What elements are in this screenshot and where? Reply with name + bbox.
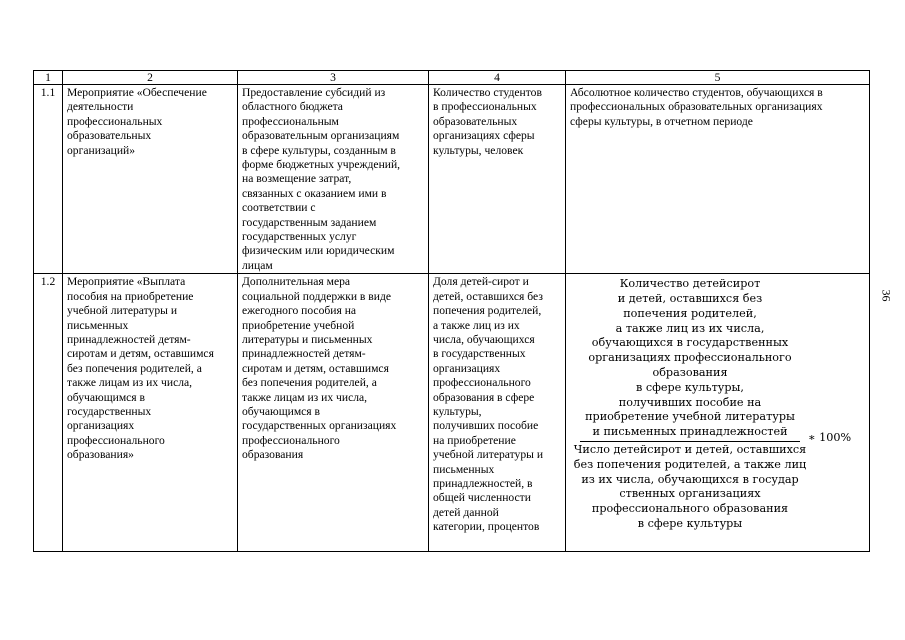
text-line: категории, процентов [433,520,540,534]
percentage-formula [570,275,865,551]
text-line: профессионального [67,433,165,447]
text-line: на возмещение затрат, [242,172,352,186]
text-line: деятельности [67,100,134,114]
text-line: общей численности [433,491,531,505]
text-line: на приобретение [433,433,516,447]
text-line: и письменных принадлежностей [592,425,788,439]
text-line: детей данной [433,505,499,519]
header-cell-4: 4 [429,71,566,85]
text-line: а также лиц из их [433,318,520,332]
text-line: литературы и письменных [242,332,373,346]
text-line: Количество студентов [433,86,542,99]
text-line: образования в сфере [433,390,535,404]
text-line: организациях [433,361,501,375]
text-line: организациях [67,419,135,433]
text-line: Предоставление субсидий из [242,86,386,99]
header-row [34,71,870,85]
calculation-cell [566,274,870,552]
text-line: также лицам из их числа, [242,390,368,404]
text-line: учебной литературы и [67,304,178,318]
text-line: профессиональным [242,114,339,128]
header-cell-3: 3 [238,71,429,85]
text-line: сиротам и детям, оставшимся [242,361,389,375]
text-line: государственных организациях [242,419,397,433]
text-line: областного бюджета [242,100,343,114]
text-line: культуры, человек [433,143,524,157]
description-cell [238,274,429,552]
row-number: 1.2 [34,274,63,552]
text-line: физическим или юридическим [242,244,395,258]
text-line: образования [242,448,304,462]
text-line: получивших пособие [433,419,539,433]
text-line: принадлежностей детям- [67,332,191,346]
indicator-cell [429,85,566,274]
text-line: в сфере культуры, созданным в [242,143,396,157]
text-line: ежегодного пособия на [242,304,357,318]
text-line: Абсолютное количество студентов, обучающихся в [570,86,823,99]
text-line: из их числа, обучающихся в государ [581,472,799,486]
formula-numerator [570,277,810,440]
text-line: Мероприятие «Обеспечение [67,86,207,99]
page-number: 36 [879,289,894,302]
table-row [34,85,870,274]
header-cell-5: 5 [566,71,870,85]
text-line: связанных с оказанием ими в [242,186,387,200]
text-line: детей, оставшихся без [433,289,543,303]
table-row [34,274,870,552]
text-line: сферы культуры, в отчетном периоде [570,114,753,128]
text-line: лицам [242,258,273,272]
text-line: принадлежностей детям- [242,347,366,361]
fraction [570,277,810,532]
activity-cell [63,85,238,274]
text-line: государственных услуг [242,230,357,244]
text-line: Мероприятие «Выплата [67,275,186,289]
text-line: и детей, оставшихся без [617,292,763,306]
text-line: профессионального образования [591,502,789,516]
text-line: профессионального [433,376,531,390]
text-line: ственных организациях [619,487,761,501]
calculation-cell [566,85,870,274]
text-line: в сфере культуры, [635,380,744,394]
text-line: образовательным организациям [242,129,400,143]
text-line: сиротам и детям, оставшимся [67,347,214,361]
text-line: попечения родителей, [433,304,542,318]
text-line: Количество детейсирот [619,277,761,291]
text-line: учебной литературы и [433,448,544,462]
text-line: социальной поддержки в виде [242,289,392,303]
text-line: числа, обучающихся [433,332,535,346]
text-line: профессиональных [67,114,163,128]
text-line: образовательных [67,129,152,143]
text-line: Дополнительная мера [242,275,351,289]
program-indicators-table [33,70,870,552]
row-number: 1.1 [34,85,63,274]
formula-denominator [570,443,810,532]
description-cell [238,85,429,274]
text-line: письменных [67,318,129,332]
text-line: в профессиональных [433,100,537,114]
text-line: Доля детей-сирот и [433,275,529,289]
text-line: а также лиц из их числа, [615,321,765,335]
text-line: образовательных [433,114,518,128]
text-line: образования [652,366,728,380]
text-line: профессионального [242,433,340,447]
percent-multiplier: ∗ 100% [808,431,852,445]
text-line: Число детейсирот и детей, оставшихся [573,443,807,457]
text-line: государственных [67,404,152,418]
text-line: обучающихся в государственных [591,336,789,350]
text-line: профессиональных образовательных организациях [570,100,823,114]
text-line: приобретение учебной литературы [585,410,795,424]
text-line: культуры, [433,404,482,418]
text-line: письменных [433,462,495,476]
text-line: обучающимся в [67,390,146,404]
text-line: принадлежностей, в [433,476,533,490]
text-line: организаций» [67,143,136,157]
text-line: пособия на приобретение [67,289,194,303]
text-line: обучающимся в [242,404,321,418]
text-line: организациях профессионального [588,351,792,365]
text-line: без попечения родителей, а [67,361,202,375]
text-line: попечения родителей, [623,306,757,320]
text-line: приобретение учебной [242,318,355,332]
header-cell-1: 1 [34,71,63,85]
header-cell-2: 2 [63,71,238,85]
text-line: без попечения родителей, а [242,376,377,390]
activity-cell [63,274,238,552]
fraction-bar [580,441,800,442]
text-line: также лицам из их числа, [67,376,193,390]
text-line: в сфере культуры [637,517,743,531]
text-line: получивших пособие на [618,395,762,409]
text-line: форме бюджетных учреждений, [242,158,401,172]
text-line: образования» [67,448,134,462]
text-line: в государственных [433,347,526,361]
indicator-cell [429,274,566,552]
text-line: без попечения родителей, а также лиц [573,457,807,471]
text-line: организациях сферы [433,129,535,143]
text-line: государственным заданием [242,215,377,229]
text-line: соответствии с [242,201,316,215]
